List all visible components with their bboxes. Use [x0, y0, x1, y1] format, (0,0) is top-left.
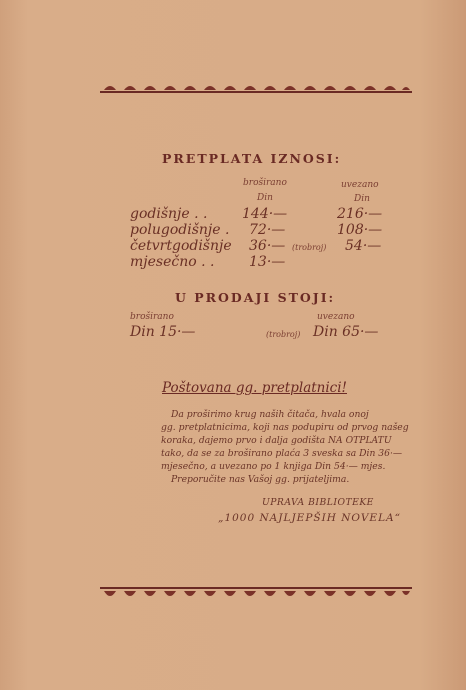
paragraph-line: tako, da se za broširano plaća 3 sveska sa Din 36·— [161, 448, 403, 459]
paragraph-line: mjesečno, a uvezano po 1 knjiga Din 54·— mjes. [161, 461, 386, 472]
row-price-broshirano: 13·— [249, 254, 286, 270]
paragraph-line: Preporučite nas Vašoj gg. prijateljima. [171, 474, 350, 485]
notice-heading: Poštovana gg. pretplatnici! [162, 380, 347, 396]
col-header-din-2: Din [354, 194, 370, 204]
sale-broshirano-price: Din 15·— [130, 324, 196, 340]
row-price-broshirano: 144·— [242, 206, 288, 222]
row-note-trobroj: (trobroj) [292, 243, 327, 252]
sale-broshirano-label: broširano [130, 312, 174, 322]
row-price-broshirano: 36·— [249, 238, 286, 254]
row-label-mjesecno: mjesečno . . [130, 254, 215, 270]
top-ornament [100, 80, 412, 94]
col-header-broshirano: broširano [243, 178, 287, 188]
row-price-broshirano: 72·— [249, 222, 286, 238]
signature-line-2: „1000 NAJLJEPŠIH NOVELA“ [218, 512, 402, 524]
row-label-godisnje: godišnje . . [130, 206, 208, 222]
col-header-din: Din [257, 193, 273, 203]
paragraph-line: Da proširimo krug naših čitača, hvala onoj [171, 409, 369, 420]
row-price-uvezano: 108·— [337, 222, 383, 238]
paragraph-line: gg. pretplatnicima, koji nas podupiru od prvog našeg [161, 422, 409, 433]
signature-line-1: UPRAVA BIBLIOTEKE [262, 497, 374, 508]
row-price-uvezano: 54·— [345, 238, 382, 254]
paragraph-line: koraka, dajemo prvo i dalja godišta NA OTPLATU [161, 435, 392, 446]
subscription-title: PRETPLATA IZNOSI: [162, 151, 342, 166]
row-price-uvezano: 216·— [337, 206, 383, 222]
sale-title: U PRODAJI STOJI: [175, 290, 336, 305]
sale-uvezano-price: Din 65·— [313, 324, 379, 340]
sale-uvezano-label: uvezano [317, 312, 355, 322]
col-header-uvezano: uvezano [341, 180, 379, 190]
sale-trobroj-note: (trobroj) [266, 330, 301, 339]
bottom-ornament [100, 586, 412, 604]
row-label-cetvrtgodisnje: četvrtgodišnje [130, 238, 232, 254]
row-label-polugodisnje: polugodišnje . [130, 222, 230, 238]
